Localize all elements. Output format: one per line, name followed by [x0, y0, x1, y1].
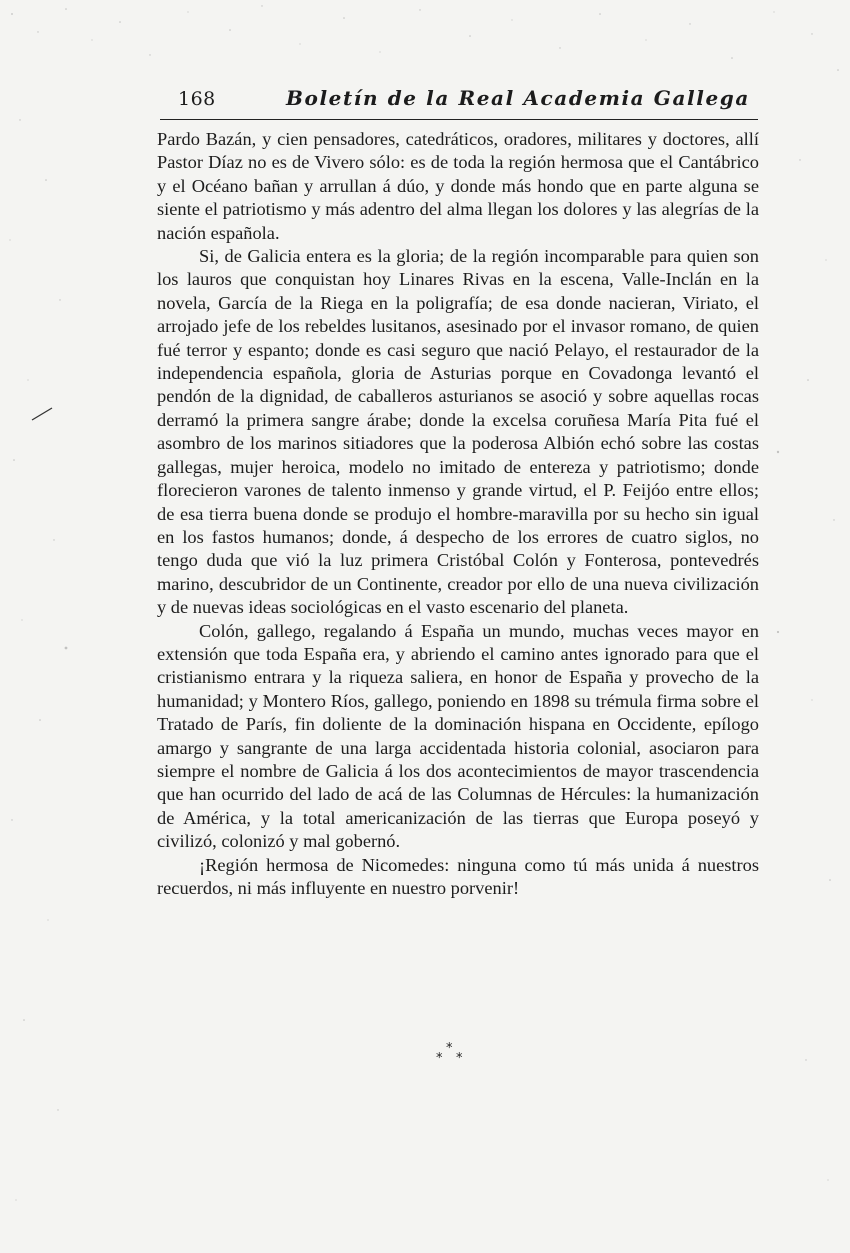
- paragraph-3: Colón, gallego, regalando á España un mundo, muchas veces mayor en extensión que toda España era, y abriendo el camino antes ignorado para que el cristianismo entrara y la riqueza saliera, en honor de España y provecho de la humanidad; y Montero Ríos, gallego, poniendo en 1898 su trémula firma sobre el Tratado de París, fin doliente de la dominación hispana en Occidente, epílogo amargo y sangrante de una larga accidentada historia colonial, asociaron para siempre el nombre de Galicia á los dos acontecimientos de mayor trascendencia que han ocurrido del lado de acá de las Columnas de Hércules: la humanización de América, y la total americanización de las tierras que Europa poseyó y civilizó, colonizó y mal gobernó.: [157, 620, 759, 852]
- paragraph-4: ¡Región hermosa de Nicomedes: ninguna como tú más unida á nuestros recuerdos, ni más influyente en nuestro porvenir!: [157, 854, 759, 898]
- paragraph-2: Si, de Galicia entera es la gloria; de la región incomparable para quien son los lauros que conquistan hoy Linares Rivas en la escena, Valle-Inclán en la novela, García de la Riega en la poligrafía; de esa donde nacieran, Viriato, el arrojado jefe de los rebeldes lusitanos, asesinado por el invasor romano, de quien fué terror y espanto; donde es casi seguro que nació Pelayo, el restaurador de la independencia española, gloria de Asturias porque en Covadonga levantó el pendón de la dignidad, de caballeros asturianos se asoció y sobre aquellas rocas derramó la primera sangre árabe; donde la excelsa coruñesa María Pita fué el asombro de los marinos sitiadores que la poderosa Albión echó sobre las costas gallegas, mujer heroica, modelo no imitado de entereza y patriotismo; donde florecieron varones de talento inmenso y grande virtud, el P. Feijóo entre ellos; de esa tierra buena donde se produjo el hombre-maravilla por su hecho sin igual en los fastos humanos; donde, á despecho de los errores de cuatro siglos, no tengo duda que vió la luz primera Cristóbal Colón y Fonterosa, pontevedrés marino, descubridor de un Continente, creador por ello de una nueva civilización y de nuevas ideas sociológicas en el vasto escenario del planeta.: [157, 246, 759, 618]
- paragraph-1: Pardo Bazán, y cien pensadores, catedráticos, oradores, militares y doctores, allí Pastor Díaz no es de Vivero sólo: es de toda la región hermosa que el Cantábrico y el Océano bañan y arrullan á dúo, y donde más hondo que en parte alguna se siente el patriotismo y más adentro del alma llegan los dolores y las alegrías de la nación española.: [157, 129, 759, 243]
- body-text: [157, 128, 759, 900]
- asterisk-right: *: [456, 1051, 463, 1066]
- running-head: [178, 86, 758, 116]
- header-rule: [160, 119, 758, 120]
- asterisk-left: *: [436, 1051, 443, 1066]
- asterisk-top: *: [446, 1041, 453, 1056]
- journal-title: Boletín de la Real Academia Gallega: [286, 86, 750, 110]
- section-break-asterism: [432, 1042, 472, 1072]
- page-number: 168: [178, 88, 216, 110]
